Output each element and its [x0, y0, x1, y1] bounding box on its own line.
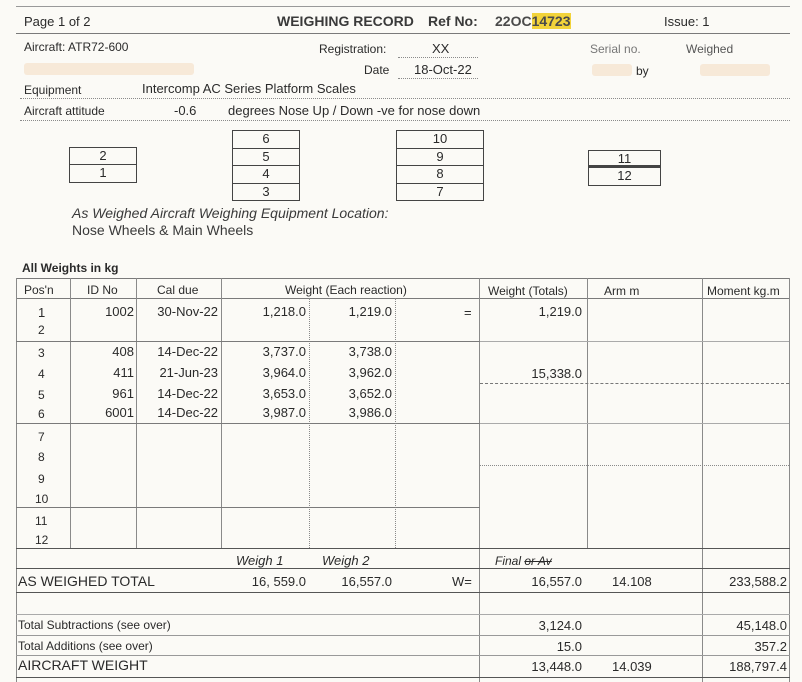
as-weighed-total-label: AS WEIGHED TOTAL	[18, 573, 155, 589]
ref-label: Ref No:	[428, 13, 478, 29]
final-weight: 16,557.0	[531, 574, 582, 589]
tail-scale-group	[588, 150, 661, 186]
row-weight-2: 3,738.0	[348, 344, 392, 359]
document-title: WEIGHING RECORD	[277, 13, 414, 29]
total-main-wheels: 15,338.0	[531, 366, 582, 381]
row-id: 408	[112, 344, 134, 359]
row-cal-due: 14-Dec-22	[157, 386, 218, 401]
row-weight-2: 3,962.0	[348, 365, 392, 380]
additions-label: Total Additions (see over)	[18, 639, 153, 653]
aircraft-type: Aircraft: ATR72-600	[24, 40, 129, 54]
row-position: 3	[38, 346, 45, 360]
date-label: Date	[364, 63, 390, 77]
scale-position-3: 3	[262, 183, 270, 199]
row-id: 6001	[105, 405, 134, 420]
as-weighed-arm: 14.108	[612, 574, 652, 589]
row-position: 2	[38, 323, 45, 337]
additions-weight: 15.0	[556, 639, 582, 654]
row-position: 12	[35, 533, 49, 547]
scale-position-8: 8	[397, 166, 483, 184]
row-weight-1: 3,653.0	[262, 386, 306, 401]
header-weight-totals: Weight (Totals)	[488, 284, 568, 298]
registration-label: Registration:	[319, 42, 387, 56]
row-id: 411	[113, 365, 134, 380]
final-struck-text: or Av	[524, 554, 552, 568]
aircraft-weight-label: AIRCRAFT WEIGHT	[18, 657, 148, 673]
row-weight-1: 3,987.0	[262, 405, 306, 420]
row-position: 4	[38, 367, 45, 381]
equals-sign: =	[464, 305, 472, 320]
weigh-2-total: 16,557.0	[341, 574, 392, 589]
right-main-scale-group	[396, 130, 484, 201]
row-position: 7	[38, 430, 45, 444]
w-equals-label: W=	[452, 574, 472, 589]
row-position: 6	[38, 407, 45, 421]
aircraft-moment-value: 188,797.4	[729, 659, 787, 674]
row-position: 1	[38, 305, 46, 320]
attitude-label: Aircraft attitude	[24, 104, 105, 118]
row-cal-due: 14-Dec-22	[157, 344, 218, 359]
date-value: 18-Oct-22	[414, 62, 472, 77]
attitude-value: -0.6	[174, 103, 197, 118]
left-main-scale-group	[232, 130, 300, 201]
header-id-number: ID No	[87, 283, 118, 297]
scale-position-10: 10	[397, 131, 483, 149]
row-weight-2: 3,986.0	[348, 405, 392, 420]
scale-position-7: 7	[436, 183, 444, 199]
row-position: 11	[35, 514, 48, 528]
additions-moment: 357.2	[754, 639, 787, 654]
redacted-field	[24, 63, 194, 75]
units-note: All Weights in kg	[22, 261, 119, 275]
serial-label: Serial no.	[590, 42, 641, 56]
row-position: 5	[38, 388, 45, 402]
row-id: 961	[112, 386, 134, 401]
nose-scale-group	[69, 147, 137, 183]
location-label: As Weighed Aircraft Weighing Equipment Location:	[72, 205, 389, 221]
subtractions-moment: 45,148.0	[736, 618, 787, 633]
scale-position-11: 11	[589, 151, 660, 168]
row-weight-1: 3,737.0	[262, 344, 306, 359]
ref-number: 22OC14723	[495, 13, 571, 29]
row-weight-2: 1,219.0	[348, 304, 392, 319]
weigh-2-label: Weigh 2	[322, 553, 370, 568]
row-cal-due: 21-Jun-23	[159, 365, 218, 380]
scale-position-12: 12	[617, 168, 632, 183]
header-arm: Arm m	[604, 284, 640, 298]
aircraft-weight-value: 13,448.0	[531, 659, 582, 674]
header-position: Pos'n	[24, 283, 54, 297]
total-row-1: 1,219.0	[538, 304, 582, 319]
row-position: 10	[35, 492, 49, 506]
row-cal-due: 30-Nov-22	[157, 304, 218, 319]
ref-number-highlight: 14723	[531, 13, 571, 29]
location-value: Nose Wheels & Main Wheels	[72, 222, 254, 238]
page-number: Page 1 of 2	[24, 14, 91, 29]
row-cal-due: 14-Dec-22	[157, 405, 218, 420]
redacted-field	[700, 64, 770, 76]
row-id: 1002	[105, 304, 134, 319]
header-moment: Moment kg.m	[707, 284, 780, 298]
row-weight-1: 3,964.0	[262, 365, 306, 380]
issue-number: Issue: 1	[664, 14, 710, 29]
scale-position-9: 9	[397, 149, 483, 167]
scale-position-4: 4	[233, 166, 299, 184]
header-cal-due: Cal due	[157, 283, 199, 297]
by-label: by	[636, 64, 649, 78]
aircraft-arm-value: 14.039	[612, 659, 652, 674]
row-position: 8	[38, 450, 45, 464]
as-weighed-moment: 233,588.2	[729, 574, 787, 589]
subtractions-weight: 3,124.0	[538, 618, 582, 633]
equipment-value: Intercomp AC Series Platform Scales	[142, 81, 356, 96]
header-weight-each: Weight (Each reaction)	[285, 283, 407, 297]
weigh-1-total: 16, 559.0	[251, 574, 306, 589]
scale-position-1: 1	[99, 165, 107, 180]
row-weight-1: 1,218.0	[262, 304, 306, 319]
equipment-label: Equipment	[24, 83, 82, 97]
attitude-description: degrees Nose Up / Down -ve for nose down	[228, 103, 481, 118]
subtractions-label: Total Subtractions (see over)	[18, 618, 171, 632]
final-label: Final or Av	[495, 554, 552, 568]
row-position: 9	[38, 472, 45, 486]
row-weight-2: 3,652.0	[348, 386, 392, 401]
weighed-label: Weighed	[686, 42, 734, 56]
scale-position-5: 5	[233, 149, 299, 167]
weigh-1-label: Weigh 1	[236, 553, 284, 568]
scale-position-6: 6	[233, 131, 299, 149]
redacted-field	[592, 64, 632, 76]
registration-value: XX	[432, 41, 450, 56]
scale-position-2: 2	[70, 148, 136, 165]
